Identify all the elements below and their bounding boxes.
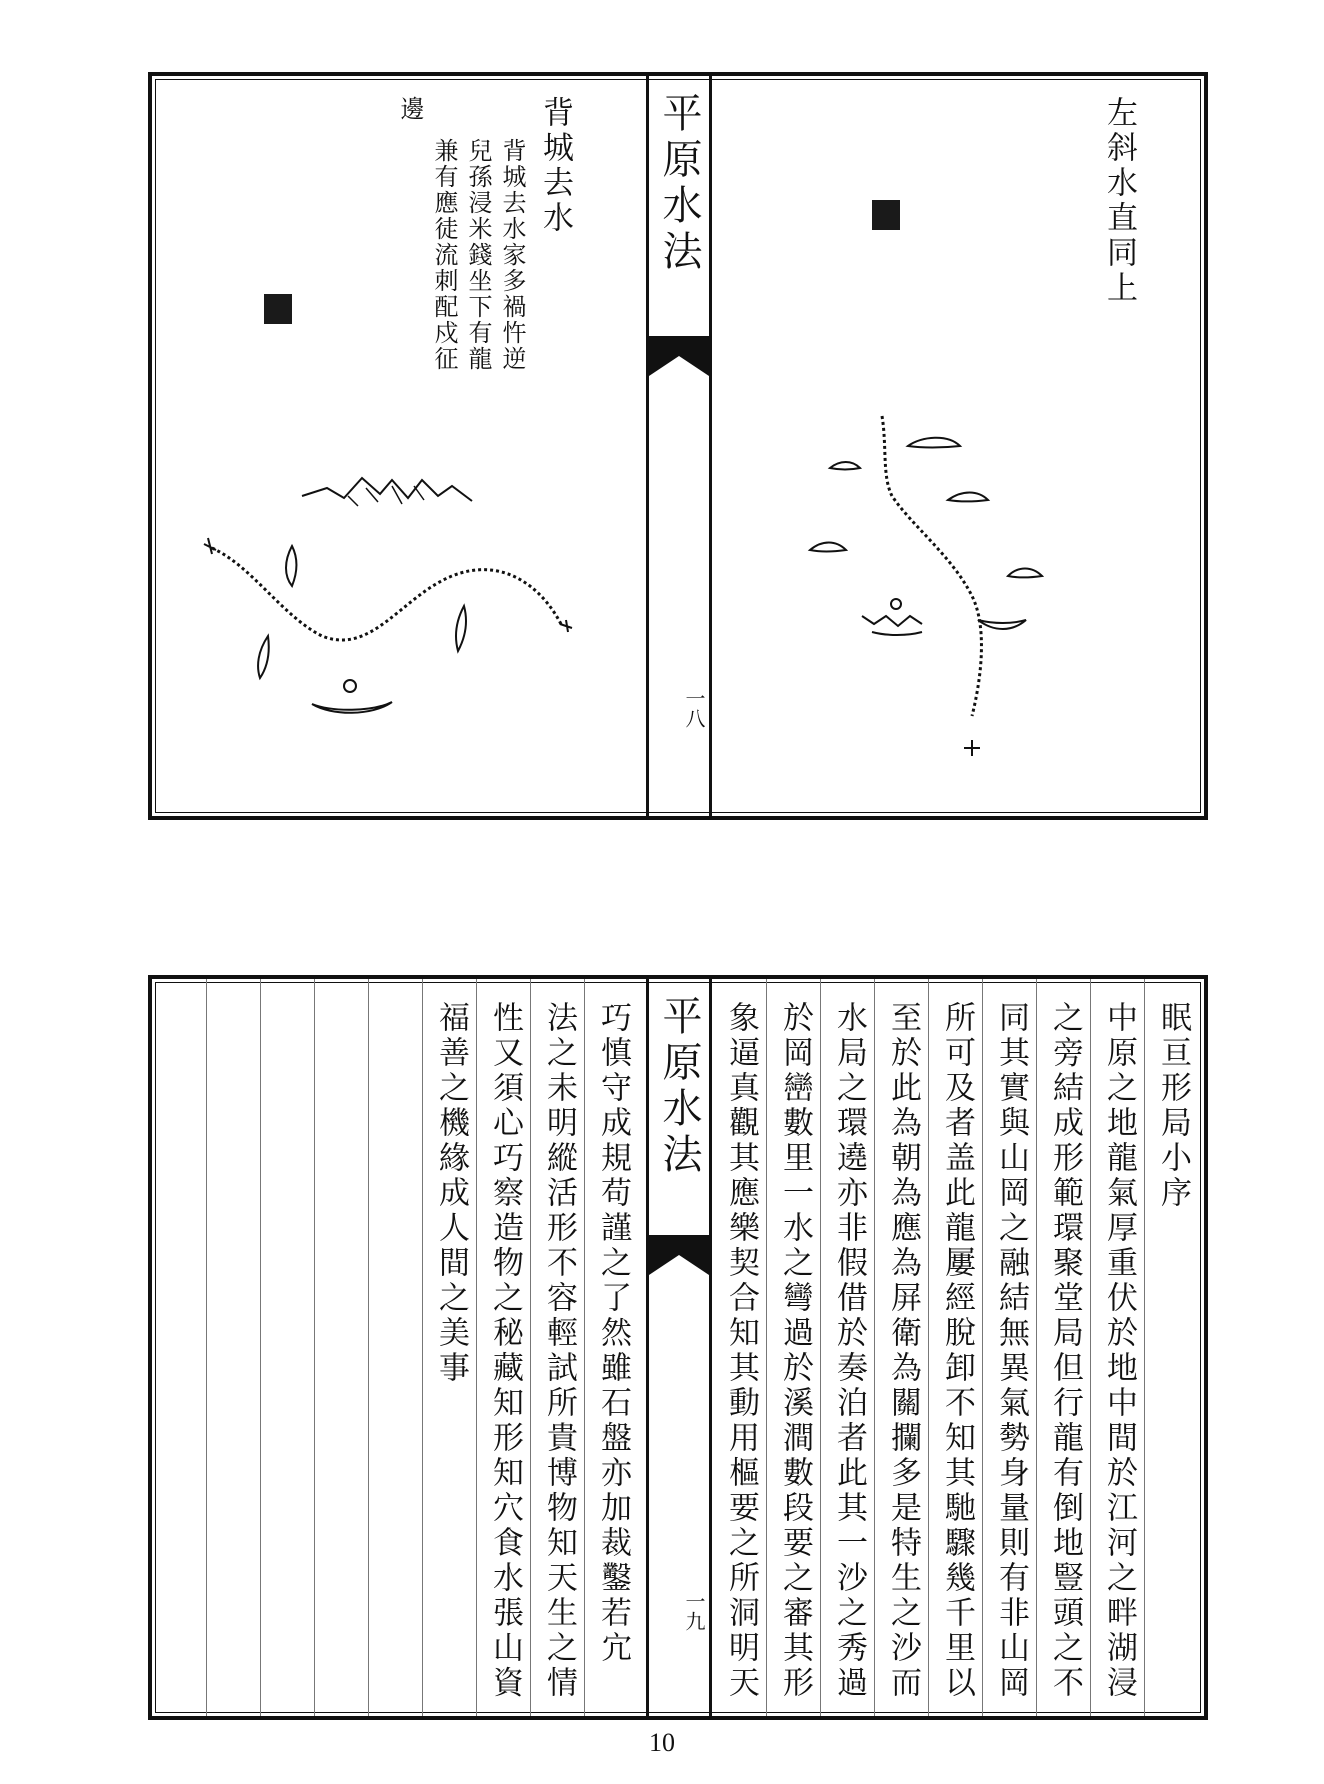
bottom-spine: [646, 979, 712, 1716]
bottom-spread: [148, 975, 1208, 1720]
text-col-l3: 性又須心巧察造物之秘藏知形知穴食水張山資: [487, 1001, 523, 1701]
mountain-range-icon: [302, 478, 472, 501]
top-left-page: [152, 76, 646, 816]
sand-spit-3: [948, 493, 988, 502]
preface-title: 眠亘形局小序: [1155, 1001, 1191, 1211]
caption-line-3: 兼有應徒流刺配戍征: [430, 138, 458, 372]
sand-spit-4: [810, 543, 846, 552]
hall-boundary: [872, 632, 922, 635]
spine-folio: 一九: [682, 1591, 706, 1631]
text-col-r7: 於岡巒數里一水之彎過於溪澗數段要之審其形: [777, 1001, 813, 1701]
page-number: 10: [649, 1728, 675, 1757]
text-col-l4: 福善之機緣成人間之美事: [433, 1001, 469, 1386]
bottom-left-page: [152, 979, 646, 1716]
fish-tail-mark-icon: [649, 336, 709, 416]
mountain-hatching: [348, 486, 424, 506]
hall-boundary: [312, 702, 392, 713]
burial-site-icon: [344, 680, 356, 692]
text-col-r5: 至於此為朝為應為屏衛為關攔多是特生之沙而: [885, 1001, 921, 1701]
water-flow-line: [212, 548, 562, 640]
text-col-r1: 中原之地龍氣厚重伏於地中間於江河之畔湖浸: [1101, 1001, 1137, 1701]
sand-spit-2: [456, 606, 466, 651]
right-diagram-heading: 左斜水直同上: [1101, 96, 1137, 306]
sand-spit-5: [1008, 569, 1042, 578]
water-diagram-back-city: [152, 76, 646, 816]
top-right-page: [712, 76, 1204, 816]
spine-title: 平原水法: [656, 92, 702, 276]
water-exit-mark: [964, 740, 980, 756]
sand-spit-3: [258, 636, 269, 678]
sand-spit-2: [830, 462, 860, 470]
hall-ridge: [862, 616, 922, 626]
water-exit-mark: [560, 620, 572, 632]
sand-spit-1: [908, 438, 960, 448]
water-flow-line: [882, 416, 981, 716]
text-col-l1: 巧慎守成規苟謹之了然雖石盤亦加裁鑿若宂: [595, 1001, 631, 1666]
water-diagram-left-slant: [712, 76, 1212, 816]
sand-spit-6: [978, 620, 1026, 629]
water-source-mark: [204, 538, 216, 554]
spine-folio: 一八: [682, 688, 706, 728]
text-col-r6: 水局之環遶亦非假借於奏泊者此其一沙之秀過: [831, 1001, 867, 1701]
text-col-r2: 之旁結成形範環聚堂局但行龍有倒地豎頭之不: [1047, 1001, 1083, 1701]
top-spine: [646, 76, 712, 816]
text-col-r3: 同其實與山岡之融結無異氣勢身量則有非山岡: [993, 1001, 1029, 1701]
burial-site-icon: [891, 599, 901, 609]
sand-spit-1: [286, 546, 297, 586]
bottom-right-page: [712, 979, 1204, 1716]
spine-title: 平原水法: [656, 995, 702, 1179]
left-diagram-heading: 背城去水: [537, 96, 573, 236]
caption-line-2: 兒孫浸米錢坐下有龍: [464, 138, 492, 372]
text-col-r8: 象逼真觀其應樂契合知其動用樞要之所洞明天: [723, 1001, 759, 1701]
fish-tail-mark-icon: [649, 1235, 709, 1315]
caption-line-1: 背城去水家多禍忤逆: [498, 138, 526, 372]
text-col-l2: 法之未明縱活形不容輕試所貴博物知天生之情: [541, 1001, 577, 1701]
text-col-r4: 所可及者盖此龍屢經脫卸不知其馳驟幾千里以: [939, 1001, 975, 1701]
caption-line-4: 邊: [396, 96, 424, 122]
top-spread: [148, 72, 1208, 820]
